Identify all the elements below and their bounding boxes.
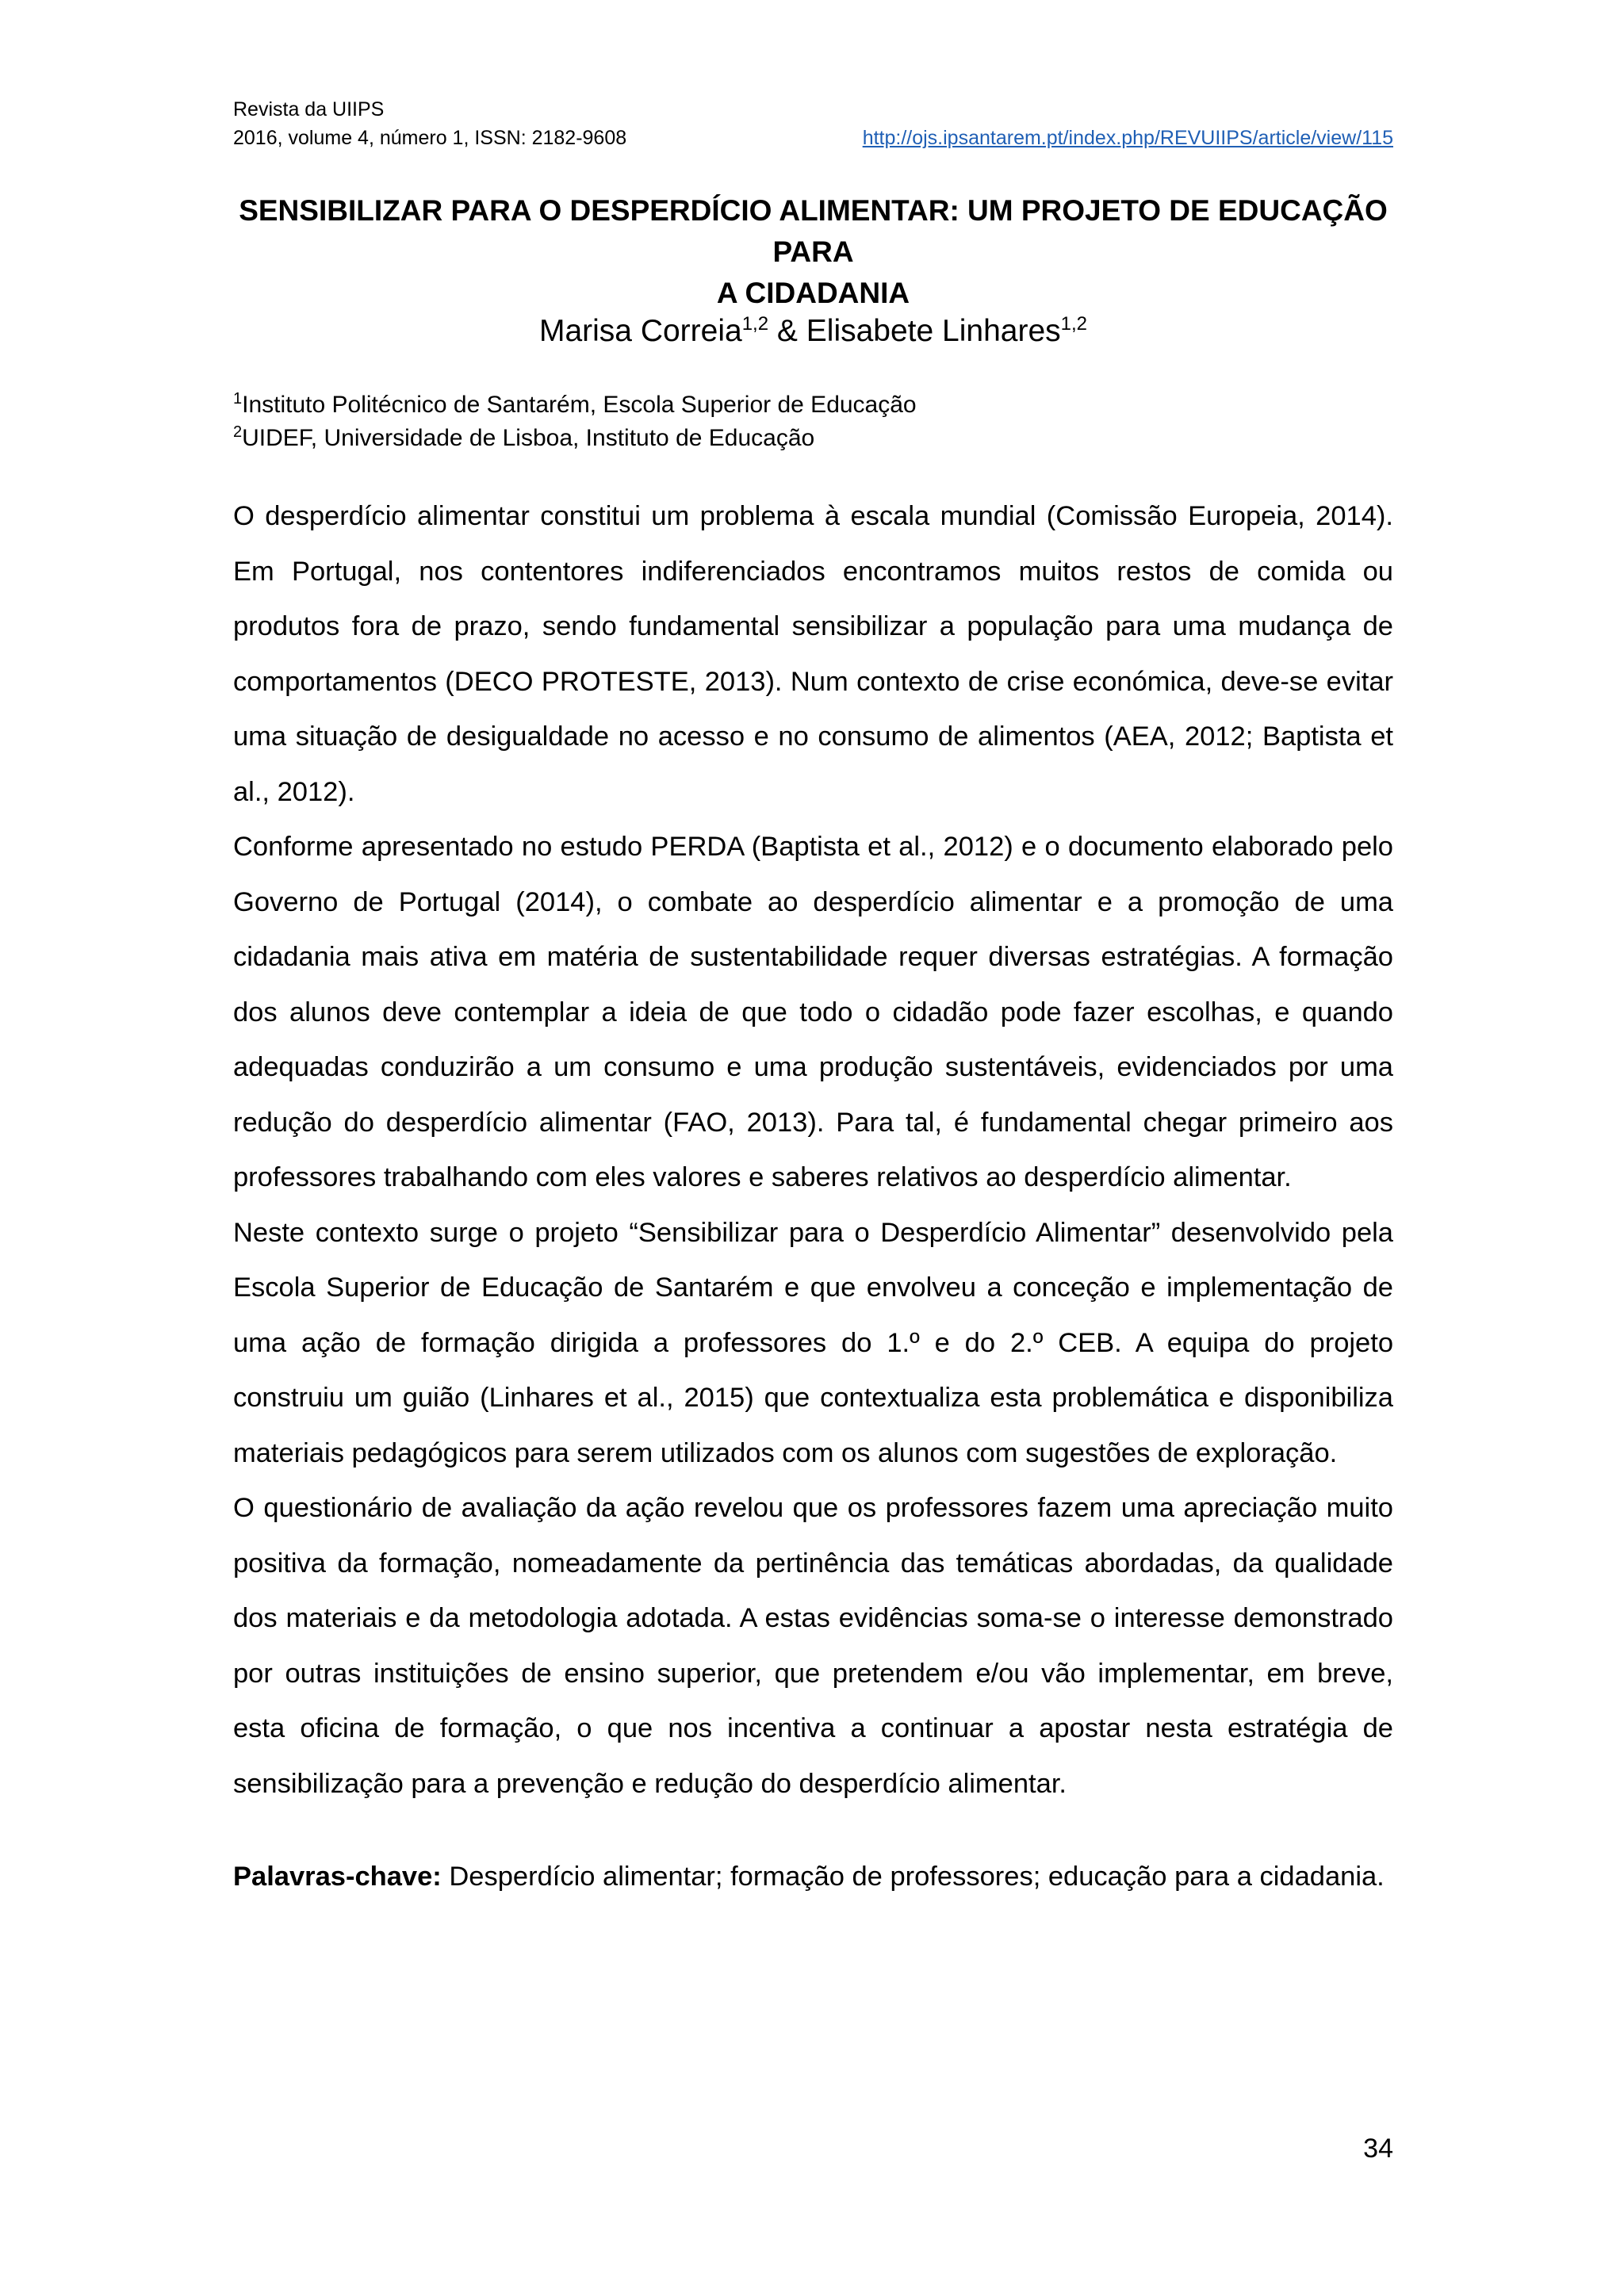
affiliation-1: [233, 388, 1393, 422]
author-2: Elisabete Linhares: [806, 314, 1061, 348]
affiliation-2-text: UIDEF, Universidade de Lisboa, Instituto de Educação: [242, 425, 815, 451]
author-separator: &: [768, 314, 806, 348]
running-header: [233, 95, 1393, 152]
author-1-affil-mark: 1,2: [741, 313, 769, 335]
keywords-label: Palavras-chave:: [233, 1862, 442, 1892]
author-2-affil-mark: 1,2: [1060, 313, 1088, 335]
article-url-link[interactable]: http://ojs.ipsantarem.pt/index.php/REVUIIPS/article/view/115: [862, 127, 1393, 149]
journal-name: Revista da UIIPS: [233, 98, 385, 121]
page-number: 34: [1363, 2133, 1393, 2164]
affiliation-2: [233, 422, 1393, 455]
issue-info: 2016, volume 4, número 1, ISSN: 2182-9608: [233, 127, 627, 149]
author-list: [233, 311, 1393, 352]
affiliation-1-mark: 1: [233, 390, 243, 408]
keywords-text: Desperdício alimentar; formação de professores; educação para a cidadania.: [441, 1862, 1385, 1892]
affiliation-1-text: Instituto Politécnico de Santarém, Escola Superior de Educação: [242, 392, 917, 418]
header-row: [233, 124, 1393, 152]
abstract-paragraph-2: Conforme apresentado no estudo PERDA (Baptista et al., 2012) e o documento elaborado pelo Governo de Portugal (2014), o combate ao desperdício alimentar e a promoção de uma cidadania mais ativa em matéria de sustentabilidade requer diversas estratégias. A formação dos alunos deve contemplar a ideia de que todo o cidadão pode fazer escolhas, e quando adequadas conduzirão a um consumo e uma produção sustentáveis, evidenciados por uma redução do desperdício alimentar (FAO, 2013). Para tal, é fundamental chegar primeiro aos professores trabalhando com eles valores e saberes relativos ao desperdício alimentar.: [233, 832, 1393, 1192]
abstract-paragraph-4: O questionário de avaliação da ação revelou que os professores fazem uma apreciação muito positiva da formação, nomeadamente da pertinência das temáticas abordadas, da qualidade dos materiais e da metodologia adotada. A estas evidências soma-se o interesse demonstrado por outras instituições de ensino superior, que pretendem e/ou vão implementar, em breve, esta oficina de formação, o que nos incentiva a continuar a apostar nesta estratégia de sensibilização para a prevenção e redução do desperdício alimentar.: [233, 1493, 1393, 1799]
title-line-2: A CIDADANIA: [716, 277, 910, 309]
abstract-body: [233, 489, 1393, 1812]
keywords: [233, 1857, 1393, 1896]
title-line-1: SENSIBILIZAR PARA O DESPERDÍCIO ALIMENTAR: UM PROJETO DE EDUCAÇÃO PARA: [239, 194, 1388, 268]
affiliations: [233, 388, 1393, 455]
abstract-paragraph-3: Neste contexto surge o projeto “Sensibilizar para o Desperdício Alimentar” desenvolvido pela Escola Superior de Educação de Santarém e que envolveu a conceção e implementação de uma ação de formação dirigida a professores do 1.º e do 2.º CEB. A equipa do projeto construiu um guião (Linhares et al., 2015) que contextualiza esta problemática e disponibiliza materiais pedagógicos para serem utilizados com os alunos com sugestões de exploração.: [233, 1217, 1393, 1468]
affiliation-2-mark: 2: [233, 423, 243, 441]
paper-title: [233, 190, 1393, 314]
author-1: Marisa Correia: [538, 314, 742, 348]
abstract-paragraph-1: O desperdício alimentar constitui um problema à escala mundial (Comissão Europeia, 2014). Em Portugal, nos contentores indiferenciados encontramos muitos restos de comida ou produtos fora de prazo, sendo fundamental sensibilizar a população para uma mudança de comportamentos (DECO PROTESTE, 2013). Num contexto de crise económica, deve-se evitar uma situação de desigualdade no acesso e no consumo de alimentos (AEA, 2012; Baptista et al., 2012).: [233, 501, 1393, 807]
